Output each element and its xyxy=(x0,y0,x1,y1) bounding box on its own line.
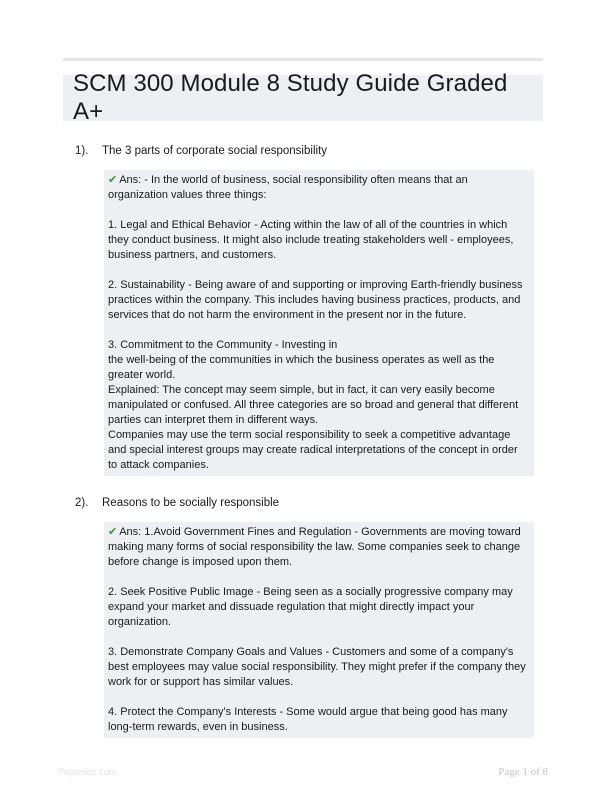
answer-paragraph: Companies may use the term social responsibility to seek a competitive advantage and special interest groups may create radical interpretations of the concept in order to attack companies. xyxy=(108,429,518,471)
question-number: 1). xyxy=(75,145,89,157)
answer-box-1 xyxy=(104,170,534,476)
answer-paragraph: 2. Sustainability - Being aware of and supporting or improving Earth-friendly business practices within the company. This includes having business practices, products, and services that do not harm the environment in the present nor in the future. xyxy=(108,279,523,321)
question-text: The 3 parts of corporate social responsibility xyxy=(102,145,327,157)
footer-watermark: Paperdoc.com xyxy=(58,767,117,777)
answer-paragraph: the well-being of the communities in which the business operates as well as the greater world. xyxy=(108,354,495,381)
answer-paragraph: 2. Seek Positive Public Image - Being seen as a socially progressive company may expand your market and dissuade regulation that might directly impact your organization. xyxy=(108,586,513,628)
question-number: 2). xyxy=(75,497,89,509)
checkmark-icon: ✔ xyxy=(108,526,118,538)
document-title: SCM 300 Module 8 Study Guide Graded A+ xyxy=(73,70,508,125)
answer-box-2 xyxy=(104,522,534,738)
checkmark-icon: ✔ xyxy=(108,174,118,186)
answer-paragraph: Explained: The concept may seem simple, but in fact, it can very easily become manipulated or confused. All three categories are so broad and general that different parties can interpret them in different ways. xyxy=(108,384,519,426)
answer-paragraph: Ans: - In the world of business, social responsibility often means that an organization values three things: xyxy=(108,174,468,201)
answer-paragraph: 1. Legal and Ethical Behavior - Acting within the law of all of the countries in which they conduct business. It might also include treating stakeholders well - employees, business partners, and customers. xyxy=(108,219,514,261)
title-banner xyxy=(63,70,543,125)
header-divider xyxy=(63,58,543,61)
answer-paragraph: 4. Protect the Company's Interests - Some would argue that being good has many long-term rewards, even in business. xyxy=(108,706,508,733)
page-number: Page 1 of 8 xyxy=(498,766,548,778)
question-text: Reasons to be socially responsible xyxy=(102,497,280,509)
answer-paragraph: Ans: 1.Avoid Government Fines and Regulation - Governments are moving toward making many forms of social responsibility the law. Some companies seek to change before change is imposed upon them. xyxy=(108,526,521,568)
answer-paragraph: 3. Demonstrate Company Goals and Values - Customers and some of a company's best employees may value social responsibility. They might prefer if the company they work for or support has similar values. xyxy=(108,646,526,688)
answer-paragraph: 3. Commitment to the Community - Investing in xyxy=(108,339,338,351)
